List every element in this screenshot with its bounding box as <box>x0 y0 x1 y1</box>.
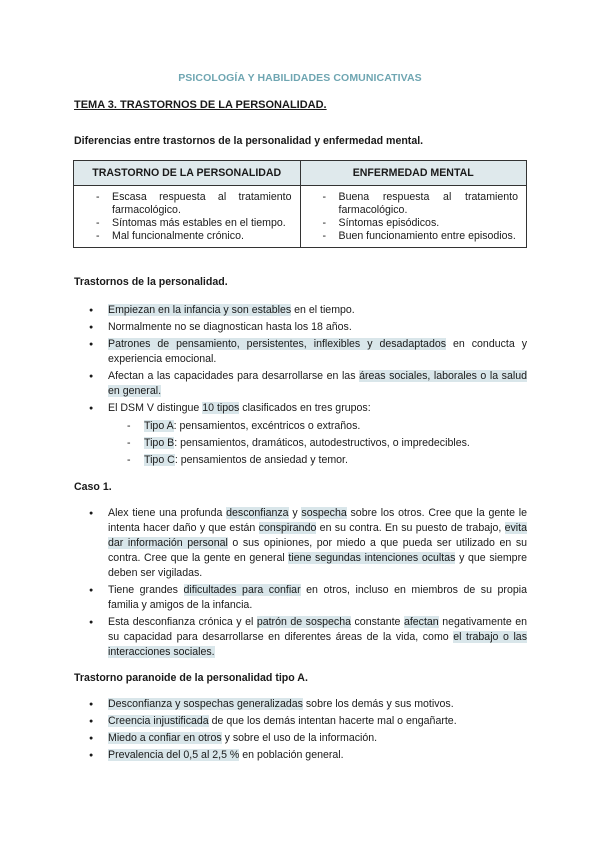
list-item <box>124 436 470 451</box>
text: sobre los demás y sus motivos. <box>302 698 454 710</box>
list-item <box>74 583 527 613</box>
text: y sobre el uso de la información. <box>221 732 378 744</box>
highlight: Tipo B <box>144 437 175 449</box>
highlight: Desconfianza y sospechas generalizadas <box>108 698 303 710</box>
type-list <box>124 419 470 470</box>
text: y <box>288 507 302 519</box>
list-item <box>74 615 527 660</box>
case-list <box>74 506 527 662</box>
text: clasificados en tres grupos: <box>239 402 371 414</box>
text: en conducta y experiencia emocional. <box>108 338 528 365</box>
col-personality-disorder-header: TRASTORNO DE LA PERSONALIDAD <box>74 161 301 186</box>
personality-disorders-heading: Trastornos de la personalidad. <box>74 276 228 288</box>
text: o sus opiniones, por miedo a que pueda ser utilizado en su contra. Cree que la gente en general <box>108 537 528 564</box>
list-item <box>74 303 527 318</box>
text: Esta desconfianza crónica y el <box>108 616 257 628</box>
list-item <box>74 506 527 581</box>
highlight: Patrones de pensamiento, persistentes, inflexibles y desadaptados <box>108 338 447 350</box>
text: en el tiempo. <box>291 304 355 316</box>
text: Tiene grandes <box>108 584 184 596</box>
text: : pensamientos de ansiedad y temor. <box>174 454 348 466</box>
list-item <box>74 401 527 416</box>
topic-title: TEMA 3. TRASTORNOS DE LA PERSONALIDAD. <box>74 99 327 111</box>
highlight: afectan <box>403 616 439 628</box>
highlight: Tipo A <box>144 420 174 432</box>
highlight: evita dar información personal <box>108 522 527 549</box>
highlight: Miedo a confiar en otros <box>108 732 222 744</box>
differences-heading: Diferencias entre trastornos de la personalidad y enfermedad mental. <box>74 135 424 147</box>
highlight: Prevalencia del 0,5 al 2,5 % <box>108 749 240 761</box>
list-item <box>74 337 527 367</box>
mental-illness-cell <box>300 186 527 248</box>
comparison-table <box>73 160 527 248</box>
highlight: dificultades para confiar <box>183 584 301 596</box>
highlight: el trabajo o las interacciones sociales. <box>108 631 527 658</box>
text: El DSM V distingue <box>108 402 203 414</box>
table-header-row <box>74 161 527 186</box>
paranoid-heading: Trastorno paranoide de la personalidad tipo A. <box>74 672 308 684</box>
text: : pensamientos, dramáticos, autodestructivos, o impredecibles. <box>174 437 470 449</box>
list-item: - Síntomas más estables en el tiempo. <box>82 217 292 230</box>
text: Afectan a las capacidades para desarrollarse en las <box>108 370 360 382</box>
text: negativamente en su capacidad para desarrollarse en diferentes áreas de la vida, como <box>108 616 527 643</box>
text: Alex tiene una profunda <box>108 507 227 519</box>
text: en su contra. En su puesto de trabajo, <box>316 522 505 534</box>
highlight: áreas sociales, laborales o la salud en general. <box>108 370 528 397</box>
highlight: Tipo C <box>144 454 175 466</box>
highlight: conspirando <box>258 522 317 534</box>
list-item <box>74 369 527 399</box>
highlight: sospecha <box>301 507 347 519</box>
case-heading: Caso 1. <box>74 481 112 493</box>
list-item: - Síntomas episódicos. <box>309 217 519 230</box>
text: Normalmente no se diagnostican hasta los 18 años. <box>108 321 352 333</box>
col-mental-illness-header: ENFERMEDAD MENTAL <box>300 161 527 186</box>
highlight: Creencia injustificada <box>108 715 209 727</box>
text: en otros, incluso en miembros de su propia familia y amigos de la infancia. <box>108 584 527 611</box>
highlight: tiene segundas intenciones ocultas <box>288 552 456 564</box>
text: y que siempre deben ser vigiladas. <box>108 552 527 579</box>
text: sobre los otros. Cree que la gente le intenta hacer daño y que están <box>108 507 527 534</box>
paranoid-list <box>74 697 527 765</box>
list-item <box>74 320 527 335</box>
course-title: PSICOLOGÍA Y HABILIDADES COMUNICATIVAS <box>178 72 422 84</box>
highlight: patrón de sospecha <box>256 616 351 628</box>
text: : pensamientos, excéntricos o extraños. <box>173 420 361 432</box>
list-item <box>74 731 527 746</box>
list-item: - Buen funcionamiento entre episodios. <box>309 230 519 243</box>
text: de que los demás intentan hacerte mal o engañarte. <box>208 715 457 727</box>
table-row <box>74 186 527 248</box>
list-item <box>74 748 527 763</box>
text: en población general. <box>239 749 344 761</box>
list-item: - Mal funcionalmente crónico. <box>82 230 292 243</box>
personality-disorders-list <box>74 303 527 418</box>
list-item <box>124 419 470 434</box>
highlight: 10 tipos <box>202 402 240 414</box>
list-item: - Escasa respuesta al tratamiento farmacológico. <box>82 191 292 217</box>
list-item: - Buena respuesta al tratamiento farmacológico. <box>309 191 519 217</box>
list-item <box>124 453 470 468</box>
list-item <box>74 697 527 712</box>
highlight: desconfianza <box>226 507 289 519</box>
highlight: Empiezan en la infancia y son estables <box>108 304 292 316</box>
text: constante <box>351 616 404 628</box>
list-item <box>74 714 527 729</box>
personality-disorder-cell <box>74 186 301 248</box>
